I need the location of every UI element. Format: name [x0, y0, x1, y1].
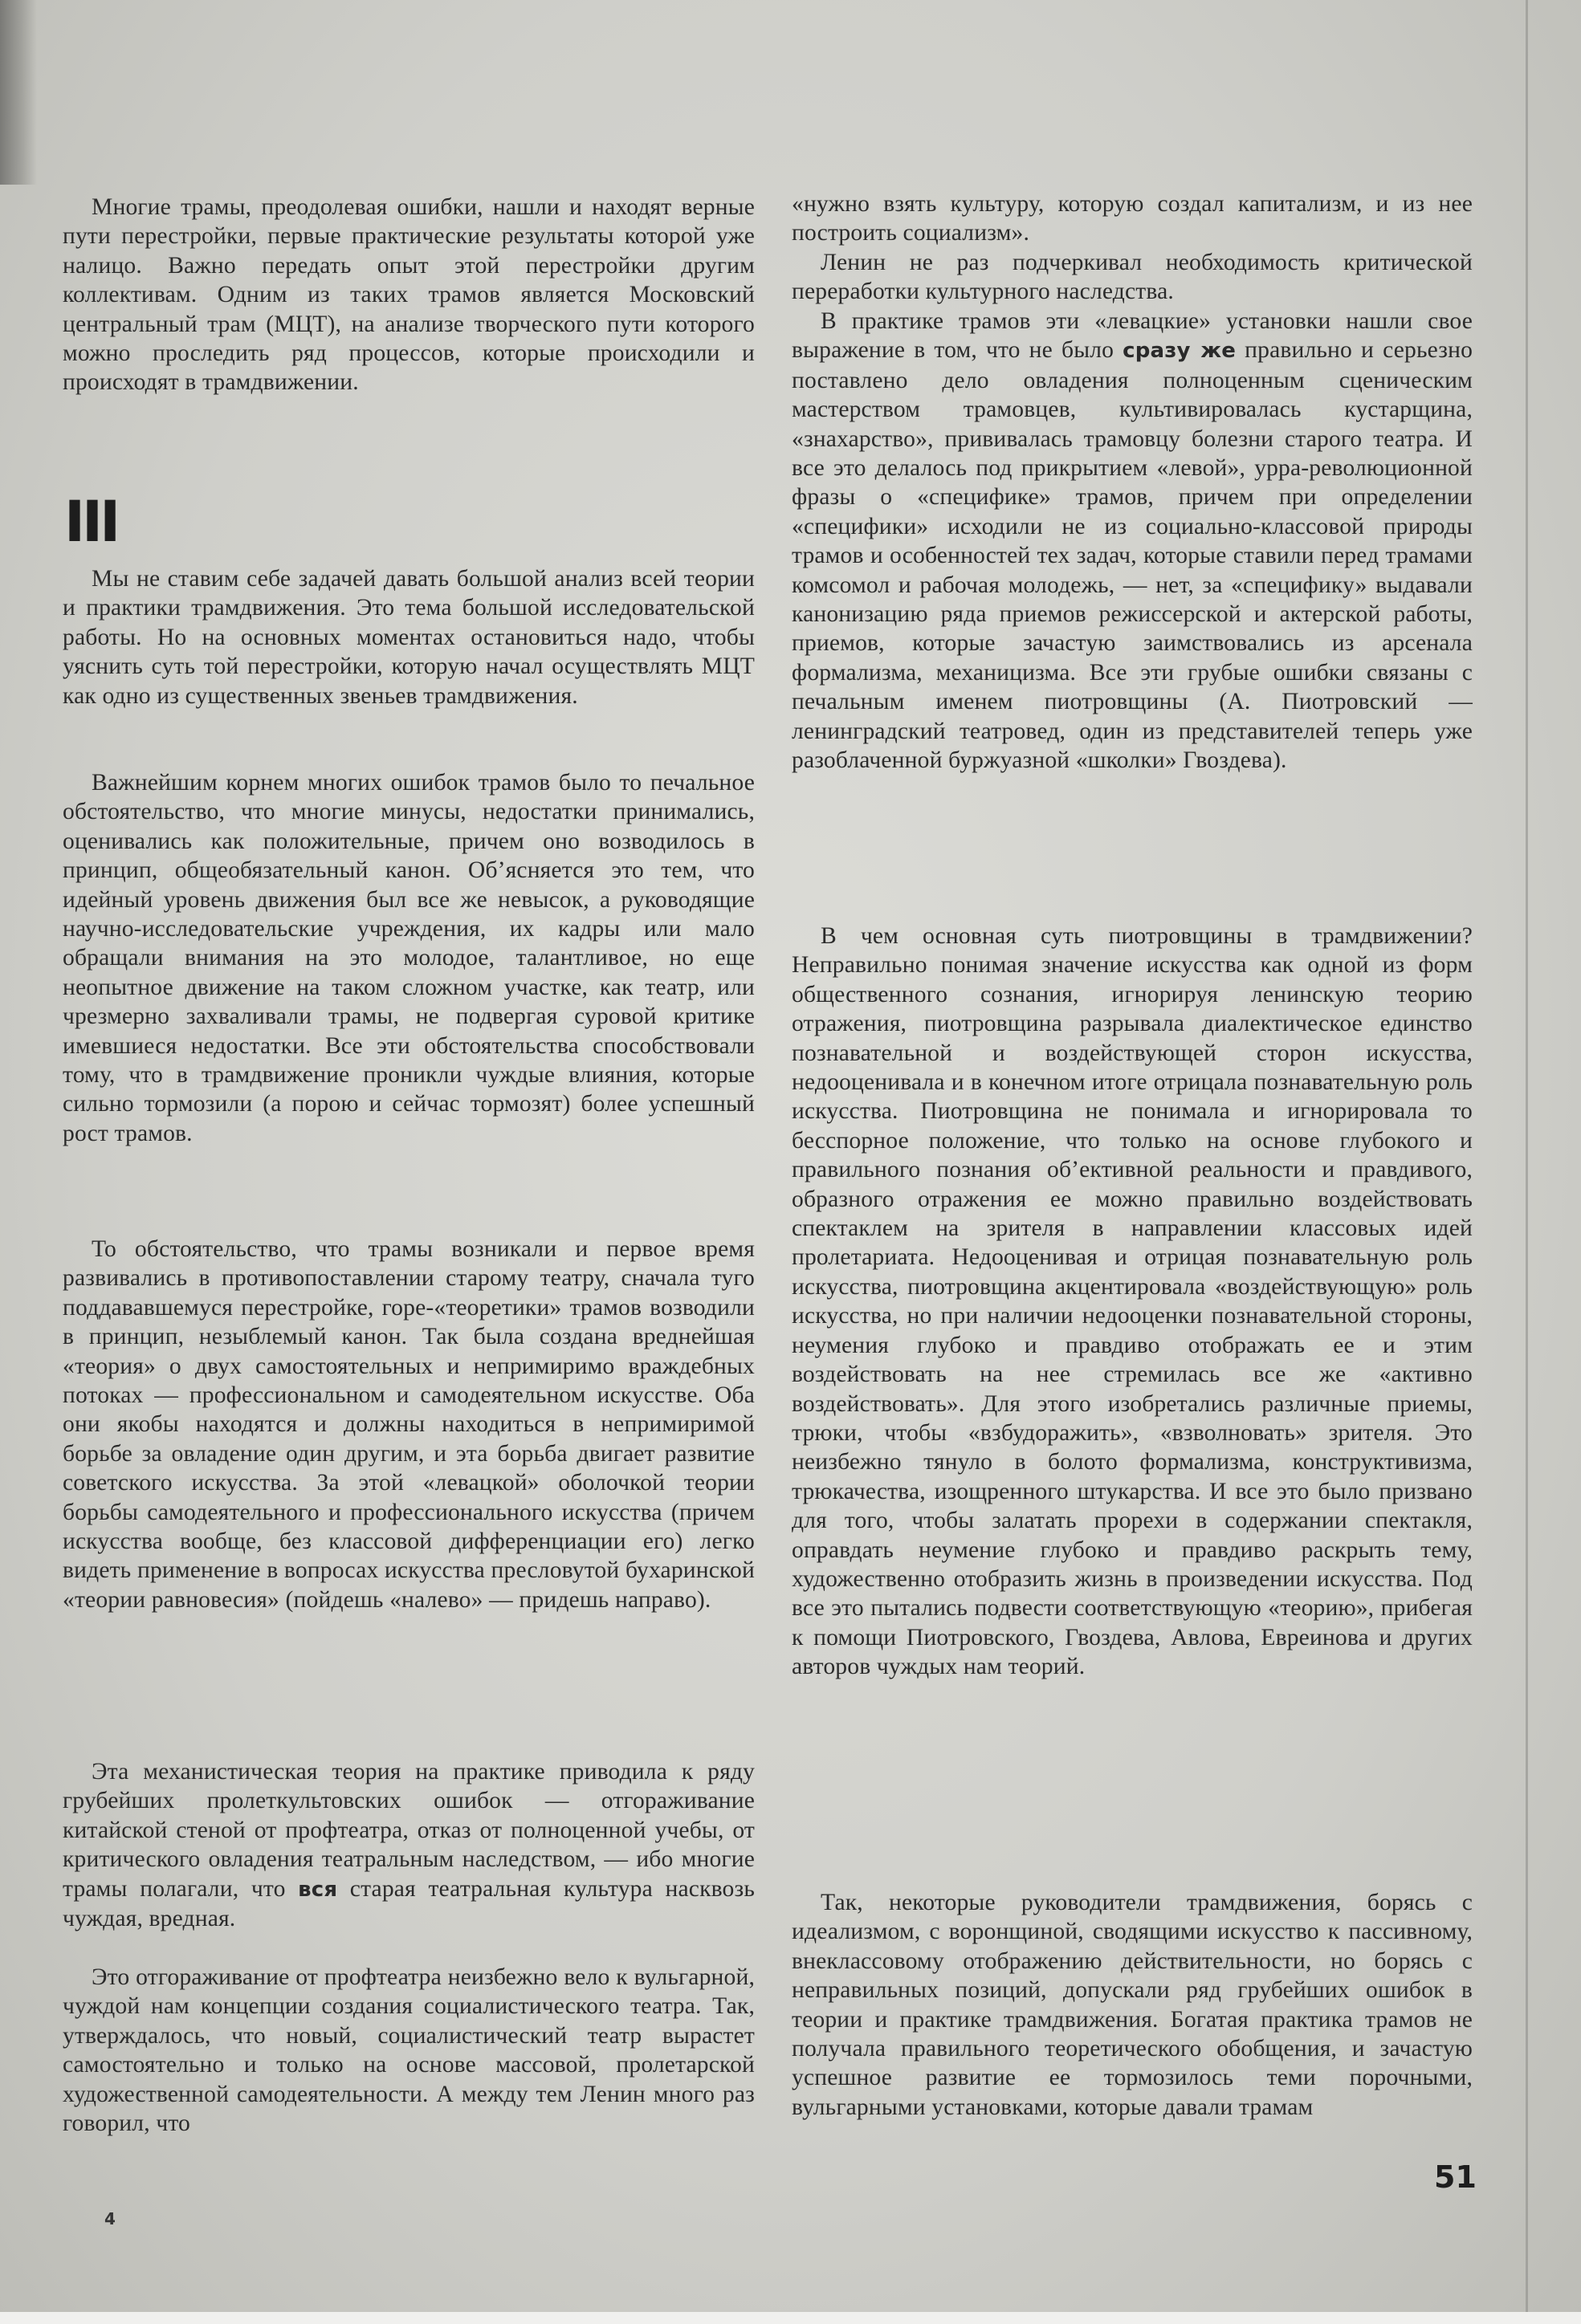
paragraph-4-text-a: Эта механистическая теория на практике приводила к ряду грубейших пролеткультовских ошибок — отгораживание китайской стеной от профтеатра, отказ от полноценной учебы, от критического овладения театральным наследством, — ибо многие трамы полагали, что	[63, 1759, 755, 1902]
scan-edge-shadow	[0, 0, 37, 185]
right-paragraph-2-text-a: В практике трамов эти «левацкие» установки нашли свое выражение в том, что не было	[792, 308, 1473, 364]
paragraph-1: Мы не ставим себе задачей давать большой анализ всей теории и практики трамдвижения. Это тема большой исследовательской работы. Но на основных моментах остановиться надо, чтобы уяснить суть той перестройки, которую начал осуществлять МЦТ как одно из существенных звеньев трамдвижения.	[63, 566, 755, 709]
paragraph-2: Важнейшим корнем многих ошибок трамов было то печальное обстоятельство, что многие минусы, недостатки принимались, оценивались как положительные, причем оно возводилось в принцип, общеобязательный канон. Об’ясняется это тем, что идейный уровень движения был все же невысок, а руководящие научно-исследовательские учреждения, их кадры или мало обращали внимания на это молодое, талантливое, но еще неопытное движение на таком сложном участке, как театр, или чрезмерно захваливали трамы, не подвергая суровой критике имевшиеся недостатки. Все эти обстоятельства способствовали тому, что в трамдвижение проникли чуждые влияния, которые сильно тормозили (а порою и сейчас тормозят) более успешный рост трамов.	[63, 770, 755, 1146]
paragraph-4	[63, 1757, 755, 1933]
right-paragraph-2	[792, 307, 1473, 775]
footer-mark: 4	[104, 2209, 116, 2228]
right-paragraph-2-text-b: правильно и серьезно поставлено дело овладения полноценным сценическим мастерством трамовцев, культивировалась кустарщина, «знахарство», прививалась трамовцу болезни старого театра. И все это делалось под прикрытием «левой», урра-революционной фразы о «специфике» трамов, причем при определении «специфики» исходили не из социально-классовой природы трамов и особенностей тех задач, которые ставили перед трамами комсомол и рабочая молодежь, — нет, за «специфику» выдавали канонизацию ряда приемов режиссерской и актерской работы, приемов, которые зачастую заимствовались из арсенала формализма, механицизма. Все эти грубые ошибки связаны с печальным именем пиотровщины (А. Пиотровский — ленинградский театровед, один из представителей теперь уже разоблаченной буржуазной «школки» Гвоздева).	[792, 337, 1473, 774]
right-paragraph-0: «нужно взять культуру, которую создал капитализм, и из нее построить социализм».	[792, 191, 1473, 246]
page-fold-crease	[1526, 0, 1528, 2324]
paragraph-4-text-b: старая театральная культура насквозь чуждая, вредная.	[63, 1875, 755, 1932]
emphasis-vsya: вся	[298, 1877, 338, 1902]
paragraph-5: Это отгораживание от профтеатра неизбежно вело к вульгарной, чуждой нам концепции создания социалистического театра. Так, утверждалось, что новый, социалистический театр вырастет самостоятельно и только на основе массовой, пролетарской художественной самодеятельности. А между тем Ленин много раз говорил, что	[63, 1964, 755, 2137]
paragraph-3: То обстоятельство, что трамы возникали и первое время развивались в противопоставлении старому театру, сначала туго поддававшемуся перестройке, горе-«теоретики» трамов возводили в принцип, незыблемый канон. Так была создана вреднейшая «теория» о двух самостоятельных и непримиримо враждебных потоках — профессиональном и самодеятельном искусстве. Оба они якобы находятся и должны находиться в непримиримой борьбе за овладение один другим, и эта борьба двигает развитие советского искусства. За этой «левацкой» оболочкой теории борьбы самодеятельного и профессионального искусства (причем искусства вообще, без классовой дифференциации его) легко видеть применение в вопросах искусства пресловутой бухаринской «теории равновесия» (пойдешь «налево» — придешь направо).	[63, 1236, 755, 1613]
right-paragraph-3: В чем основная суть пиотровщины в трамдвижении? Неправильно понимая значение искусства как одной из форм общественного сознания, игнорируя ленинскую теорию отражения, пиотровщина разрывала диалектическое единство познавательной и воздействующей сторон искусства, недооценивала и в конечном итоге отрицала познавательную роль искусства. Пиотровщина не понимала и игнорировала то бесспорное положение, что только на основе глубокого и правильного познания об’ективной реальности и правдивого, образного отражения ее можно правильно воздействовать спектаклем на зрителя в направлении классовых идей пролетариата. Недооценивая и отрицая познавательную роль искусства, пиотровщина акцентировала «воздействующую» роль искусства, но при наличии недооценки познавательной стороны, неумения глубоко и правдиво отображать ее и этим воздействовать на нее стремилась все же «активно воздействовать». Для этого изобретались различные приемы, трюки, чтобы «взбудоражить», «взволновать» зрителя. Это неизбежно тянуло в болото формализма, конструктивизма, трюкачества, изощренного штукарства. И все это было призвано для того, чтобы залатать прорехи в содержании спектакля, оправдать неумение глубоко и правдиво раскрыть тему, художественно отобразить жизнь в произведении искусства. Под все это пытались подвести соответствующую «теорию», прибегая к помощи Пиотровского, Гвоздева, Авлова, Евреинова и других авторов чуждых нам теорий.	[792, 923, 1473, 1680]
scan-bottom-edge	[0, 2312, 1581, 2324]
section-numeral: III	[64, 489, 118, 555]
emphasis-srazu-zhe: сразу же	[1123, 339, 1237, 364]
page-number: 51	[1434, 2159, 1477, 2195]
right-paragraph-1: Ленин не раз подчеркивал необходимость критической переработки культурного наследства.	[792, 250, 1473, 305]
right-paragraph-4: Так, некоторые руководители трамдвижения, борясь с идеализмом, с воронщиной, сводящими искусство к пассивному, внеклассовому отображению действительности, но борясь с неправильных позиций, допускали ряд грубейших ошибок в теории и практике трамдвижения. Богатая практика трамов не получала правильного теоретического обобщения, и зачастую успешное развитие ее тормозилось теми порочными, вульгарными установками, которые давали трамам	[792, 1890, 1473, 2120]
intro-paragraph: Многие трамы, преодолевая ошибки, нашли и находят верные пути перестройки, первые практические результаты которой уже налицо. Важно передать опыт этой перестройки другим коллективам. Одним из таких трамов является Московский центральный трам (МЦТ), на анализе творческого пути которого можно проследить ряд процессов, которые происходили и происходят в трамдвижении.	[63, 194, 755, 396]
